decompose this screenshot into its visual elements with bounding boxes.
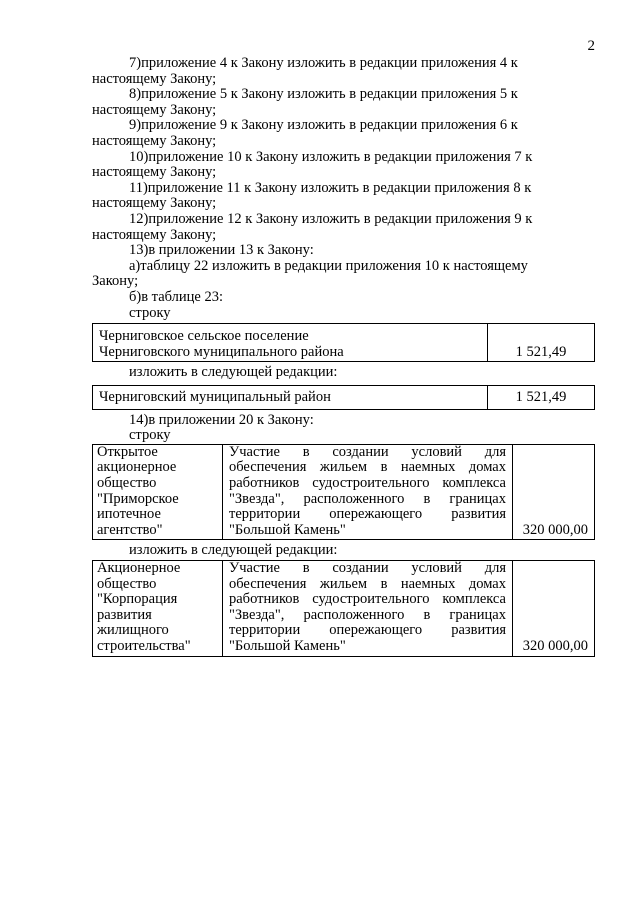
table-row	[93, 561, 595, 657]
table-row	[93, 324, 595, 362]
item-14: 14)в приложении 20 к Закону:	[129, 411, 314, 428]
table-20-old-row	[92, 444, 595, 541]
table-cell-value: 1 521,49	[488, 324, 595, 362]
stroku-label-1: строку	[129, 304, 171, 321]
table-cell-organization: Акционерное общество "Корпорация развития жилищного строительства"	[93, 561, 223, 657]
table-cell-description: Участие в создании условий для обеспечения жильем в наемных домах работников судостроительного комплекса "Звезда", расположенного в границах территории опережающего развития "Большой Камень"	[223, 444, 513, 540]
izlozhit-label-1: изложить в следующей редакции:	[129, 364, 338, 381]
item-13: 13)в приложении 13 к Закону:	[129, 242, 314, 259]
izlozhit-label-2: изложить в следующей редакции:	[129, 542, 338, 559]
table-cell-description: Участие в создании условий для обеспечения жильем в наемных домах работников судостроительного комплекса "Звезда", расположенного в границах территории опережающего развития "Большой Камень"	[223, 561, 513, 657]
table-row	[93, 385, 595, 409]
table-20-new-row	[92, 560, 595, 657]
item-7: 7)приложение 4 к Закону изложить в редакции приложения 4 к настоящему Закону;	[92, 55, 518, 87]
document-body	[92, 56, 595, 657]
item-8: 8)приложение 5 к Закону изложить в редакции приложения 5 к настоящему Закону;	[92, 86, 518, 118]
table-cell-organization: Открытое акционерное общество "Приморское ипотечное агентство"	[93, 444, 223, 540]
item-9: 9)приложение 9 к Закону изложить в редакции приложения 6 к настоящему Закону;	[92, 117, 518, 149]
item-13a: а)таблицу 22 изложить в редакции приложения 10 к настоящему Закону;	[92, 257, 528, 290]
table-23-new-row	[92, 385, 595, 410]
table-23-old-row	[92, 323, 595, 362]
stroku-label-2: строку	[129, 427, 171, 444]
table-cell-name: Черниговский муниципальный район	[93, 385, 488, 409]
table-cell-name: Черниговское сельское поселение Черниговского муниципального района	[93, 324, 488, 362]
item-10: 10)приложение 10 к Закону изложить в редакции приложения 7 к настоящему Закону;	[92, 148, 533, 181]
table-cell-sum: 320 000,00	[513, 561, 595, 657]
item-11: 11)приложение 11 к Закону изложить в редакции приложения 8 к настоящему Закону;	[92, 179, 532, 212]
page-number: 2	[587, 38, 595, 54]
table-cell-value: 1 521,49	[488, 385, 595, 409]
table-row	[93, 444, 595, 540]
item-12: 12)приложение 12 к Закону изложить в редакции приложения 9 к настоящему Закону;	[92, 210, 533, 243]
item-13b: б)в таблице 23:	[129, 288, 223, 305]
table-cell-sum: 320 000,00	[513, 444, 595, 540]
